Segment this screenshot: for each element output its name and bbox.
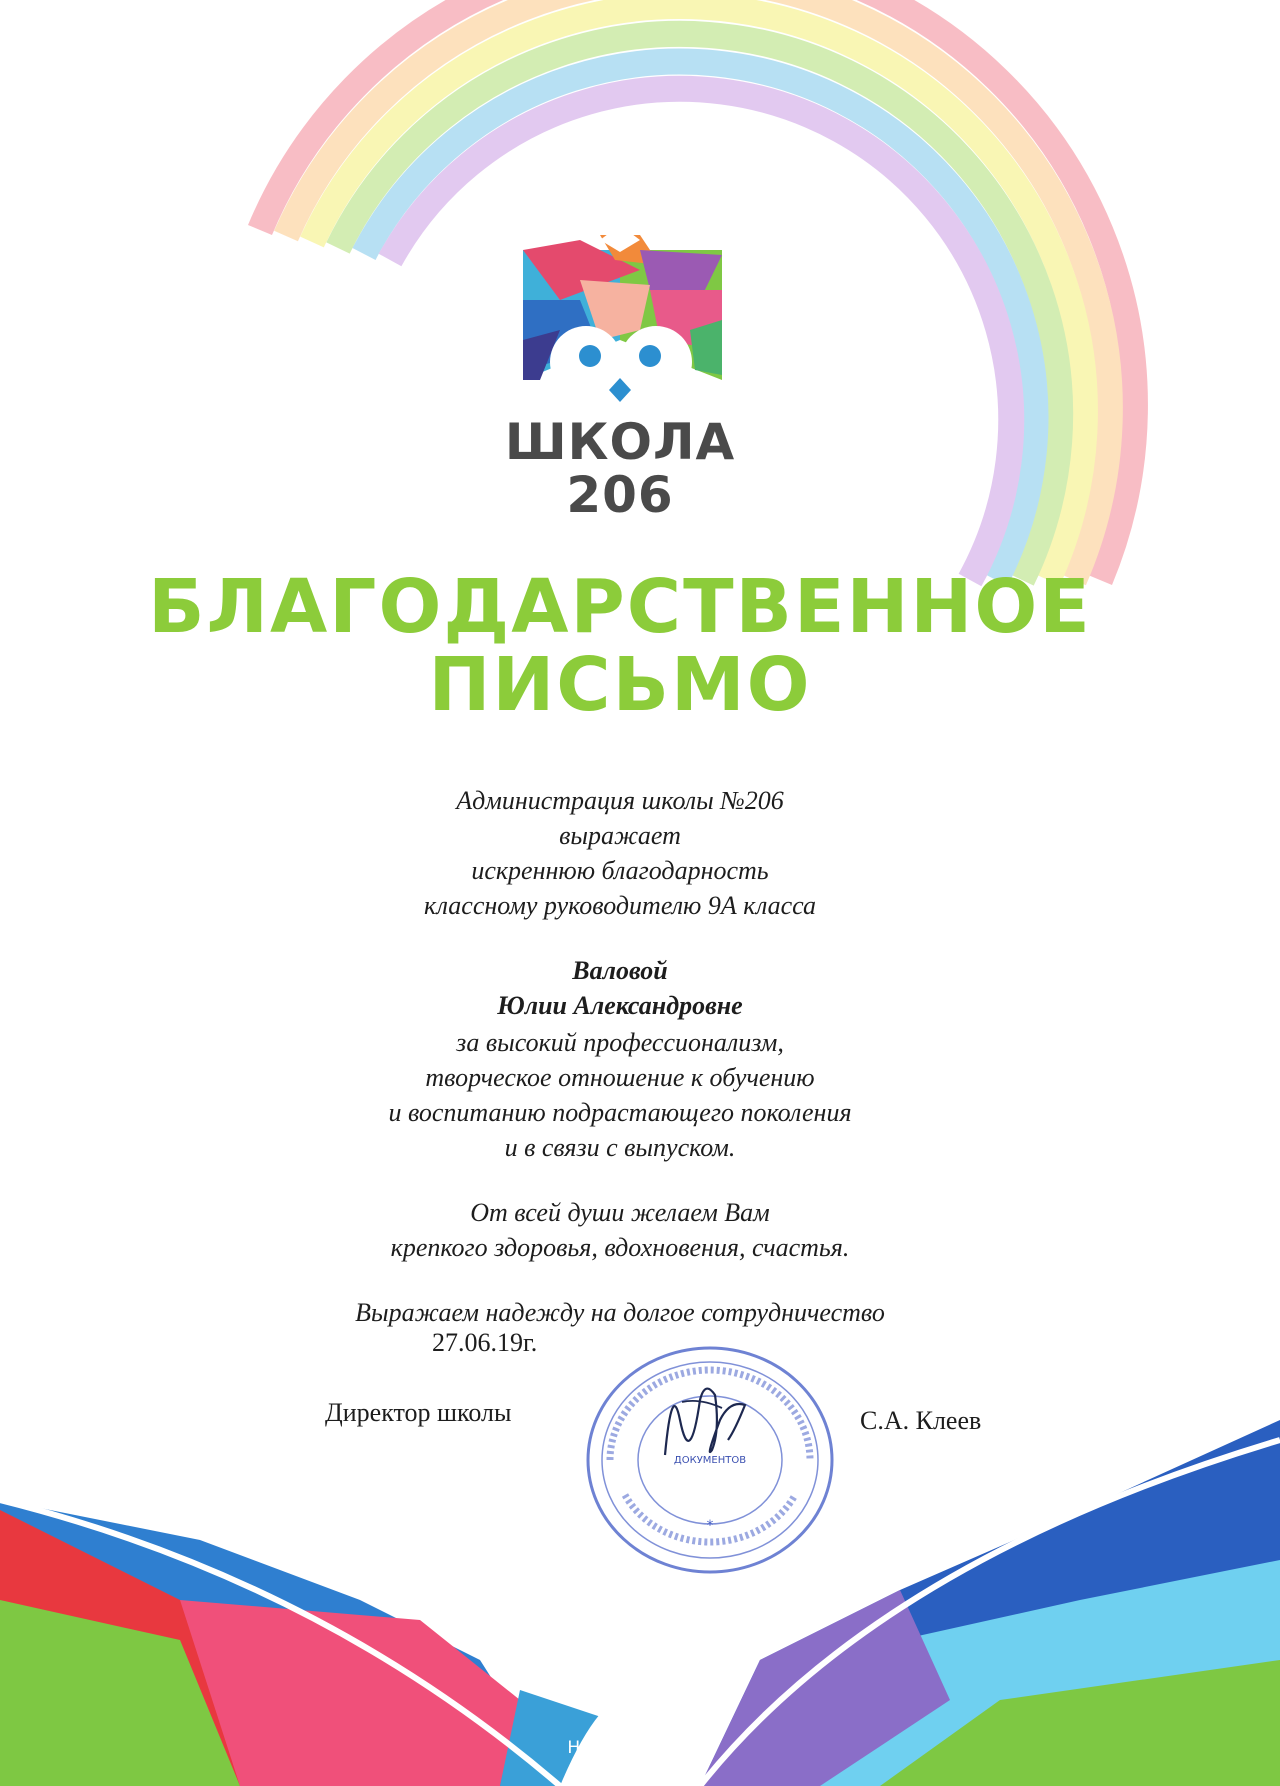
- school-name-line2: 206: [566, 466, 674, 524]
- stamp-center-text: ДОКУМЕНТОВ: [673, 1455, 747, 1466]
- signatory-position: Директор школы: [325, 1398, 512, 1427]
- letter-date: 27.06.19г.: [432, 1328, 538, 1357]
- signatory-name: С.А. Клеев: [860, 1406, 982, 1435]
- intro-line-2: выражает: [559, 821, 681, 850]
- svg-text:*: *: [706, 1518, 714, 1534]
- reason-line-1: за высокий профессионализм,: [456, 1028, 784, 1057]
- wishes-line-2: крепкого здоровья, вдохновения, счастья.: [390, 1233, 850, 1262]
- title-line1: БЛАГОДАРСТВЕННОЕ: [148, 564, 1092, 650]
- reason-line-3: и воспитанию подрастающего поколения: [388, 1098, 852, 1127]
- title-line2: ПИСЬМО: [428, 642, 812, 728]
- wishes-line-1: От всей души желаем Вам: [470, 1198, 770, 1227]
- closing-line: Выражаем надежду на долгое сотрудничество: [355, 1298, 885, 1327]
- footer-city: НОВОСИБИРСК: [567, 1738, 713, 1758]
- intro-line-4: классному руководителю 9А класса: [423, 891, 817, 920]
- intro-line-3: искреннюю благодарность: [471, 856, 769, 885]
- reason-line-4: и в связи с выпуском.: [504, 1133, 736, 1162]
- recipient-name: Юлии Александровне: [497, 991, 743, 1020]
- school-name-line1: ШКОЛА: [504, 413, 736, 471]
- reason-line-2: творческое отношение к обучению: [425, 1063, 815, 1092]
- recipient-surname: Валовой: [572, 956, 668, 985]
- intro-line-1: Администрация школы №206: [456, 786, 784, 815]
